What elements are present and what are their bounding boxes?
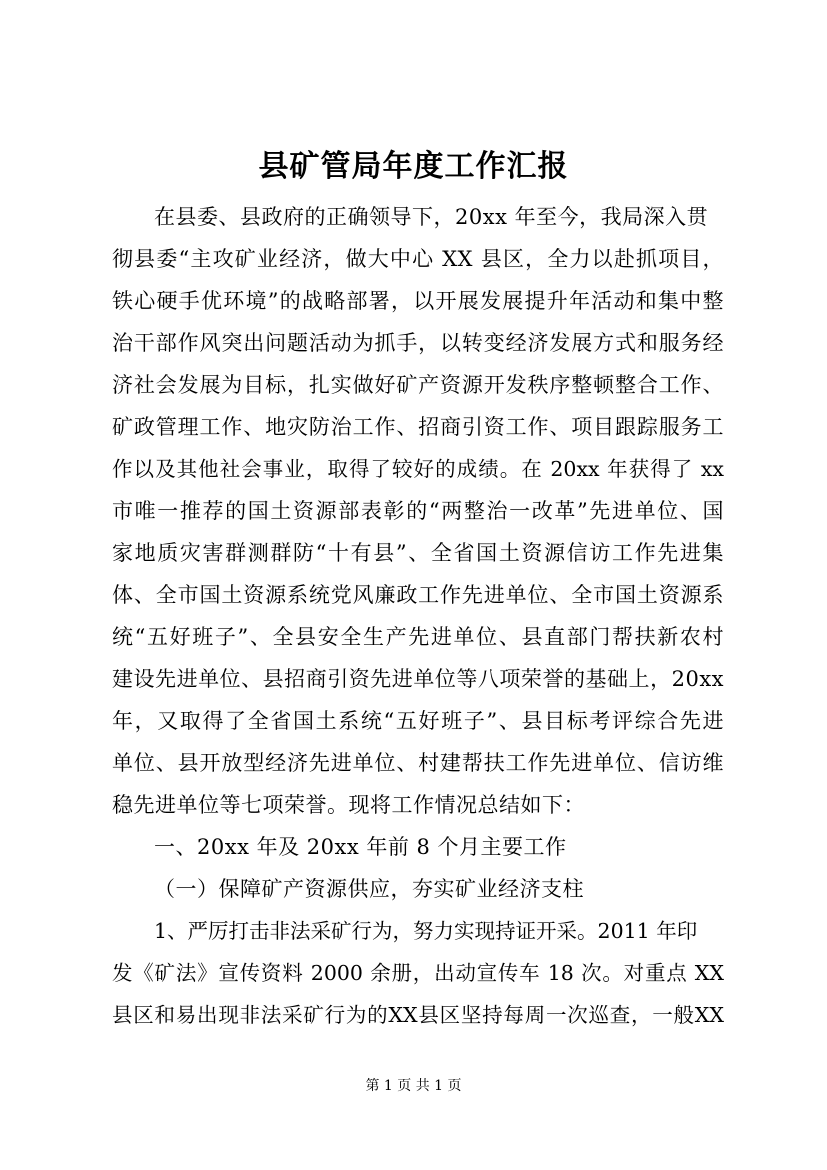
paragraph-line: 市唯一推荐的国土资源部表彰的“两整治一改革”先进单位、国 xyxy=(112,499,724,523)
paragraph-line: 发《矿法》宣传资料 2000 余册，出动宣传车 18 次。对重点 XX xyxy=(112,961,724,985)
paragraph-line: 铁心硬手优环境”的战略部署，以开展发展提升年活动和集中整 xyxy=(112,289,724,313)
paragraph-line: 济社会发展为目标，扎实做好矿产资源开发秩序整顿整合工作、 xyxy=(112,373,724,397)
page-footer: 第 1 页 共 1 页 xyxy=(365,1078,462,1094)
paragraph-line: 年，又取得了全省国土系统“五好班子”、县目标考评综合先进 xyxy=(112,709,724,733)
paragraph-line: 1、严厉打击非法采矿行为，努力实现持证开采。2011 年印 xyxy=(154,919,698,943)
paragraph-line: 彻县委“主攻矿业经济，做大中心 XX 县区，全力以赴抓项目， xyxy=(112,247,724,271)
paragraph-line: 体、全市国土资源系统党风廉政工作先进单位、全市国土资源系 xyxy=(112,583,724,607)
document-body xyxy=(112,196,724,1036)
paragraph-line: 单位、县开放型经济先进单位、村建帮扶工作先进单位、信访维 xyxy=(112,751,724,775)
paragraph-line: 县区和易出现非法采矿行为的XX县区坚持每周一次巡查，一般XX xyxy=(112,1003,724,1027)
paragraph-line: 家地质灾害群测群防“十有县”、全省国土资源信访工作先进集 xyxy=(112,541,724,565)
paragraph-line: 矿政管理工作、地灾防治工作、招商引资工作、项目跟踪服务工 xyxy=(112,415,724,439)
paragraph-line: 作以及其他社会事业，取得了较好的成绩。在 20xx 年获得了 xx xyxy=(112,457,724,481)
subsection-heading: （一）保障矿产资源供应，夯实矿业经济支柱 xyxy=(154,877,584,901)
paragraph-line: 治干部作风突出问题活动为抓手，以转变经济发展方式和服务经 xyxy=(112,331,724,355)
paragraph-line: 在县委、县政府的正确领导下，20xx 年至今，我局深入贯 xyxy=(154,205,709,229)
paragraph-line: 稳先进单位等七项荣誉。现将工作情况总结如下： xyxy=(112,793,585,817)
paragraph-line: 统“五好班子”、全县安全生产先进单位、县直部门帮扶新农村 xyxy=(112,625,724,649)
section-heading: 一、20xx 年及 20xx 年前 8 个月主要工作 xyxy=(154,835,567,859)
document-title: 县矿管局年度工作汇报 xyxy=(258,149,569,184)
paragraph-line: 建设先进单位、县招商引资先进单位等八项荣誉的基础上，20xx xyxy=(112,667,724,691)
